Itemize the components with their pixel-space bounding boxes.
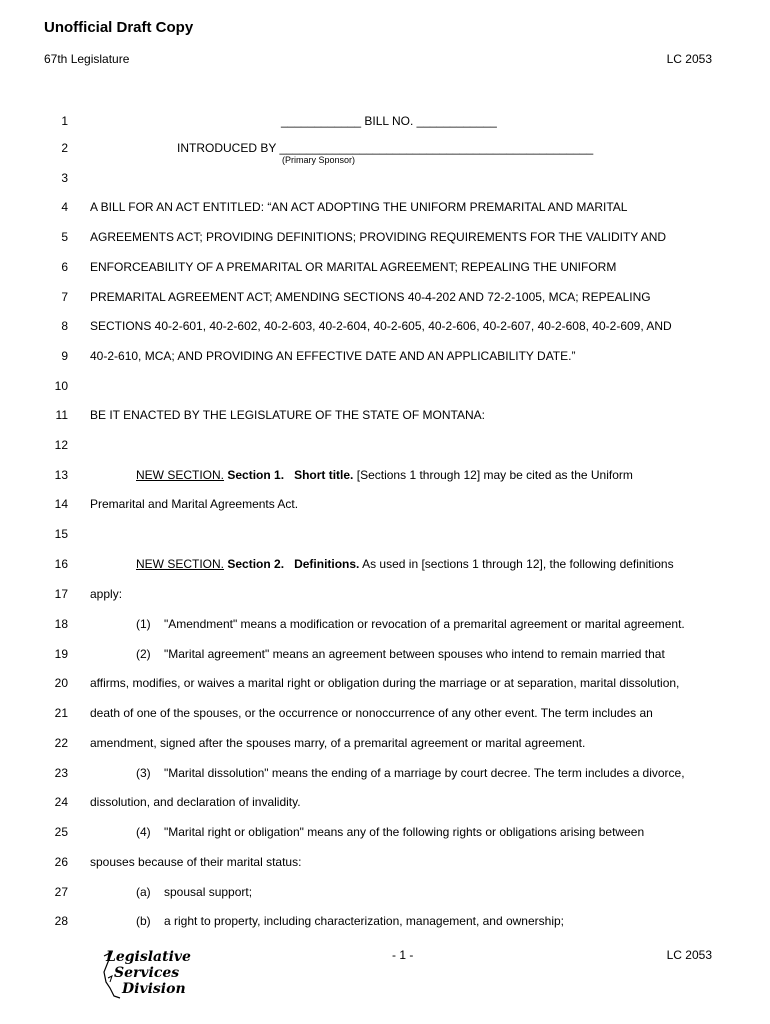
definition-3-number: (3) <box>136 766 151 780</box>
line-26: spouses because of their marital status: <box>90 855 302 869</box>
subitem-b-text: a right to property, including characterization, management, and ownership; <box>164 914 565 928</box>
line-number: 20 <box>54 676 68 690</box>
primary-sponsor-label: (Primary Sponsor) <box>282 155 356 165</box>
section-title: Short title. <box>294 468 354 482</box>
definition-3-text: "Marital dissolution" means the ending of a marriage by court decree. The term includes a divorce, <box>164 766 685 780</box>
subitem-a-text: spousal support; <box>164 885 253 899</box>
section-text: As used in [sections 1 through 12], the following definitions <box>362 557 674 571</box>
section-number: Section 2. <box>227 557 285 571</box>
logo-line-1: Legislative <box>106 949 191 965</box>
line-number: 22 <box>54 736 68 750</box>
subitem-a-number: (a) <box>136 885 151 899</box>
page-number: - 1 - <box>392 948 414 962</box>
line-number: 6 <box>61 260 68 274</box>
line-17: apply: <box>90 587 123 601</box>
definition-2-text: "Marital agreement" means an agreement between spouses who intend to remain married that <box>164 647 665 661</box>
line-number: 3 <box>61 171 68 185</box>
line-number: 21 <box>54 706 68 720</box>
line-21: death of one of the spouses, or the occurrence or nonoccurrence of any other event. The term includes an <box>90 706 653 720</box>
title-line-4: A BILL FOR AN ACT ENTITLED: “AN ACT ADOPTING THE UNIFORM PREMARITAL AND MARITAL <box>90 200 628 214</box>
line-number: 28 <box>54 914 68 928</box>
section-text: [Sections 1 through 12] may be cited as the Uniform <box>356 468 633 482</box>
bill-number-line: ____________ BILL NO. ____________ <box>281 114 497 128</box>
line-number: 25 <box>54 825 68 839</box>
line-14: Premarital and Marital Agreements Act. <box>90 497 299 511</box>
legislature-label: 67th Legislature <box>44 52 130 66</box>
legislative-services-logo <box>98 948 198 1004</box>
title-line-7: PREMARITAL AGREEMENT ACT; AMENDING SECTIONS 40-4-202 AND 72-2-1005, MCA; REPEALING <box>90 290 651 304</box>
section-title: Definitions. <box>294 557 360 571</box>
section-2-heading <box>136 557 674 571</box>
title-line-5: AGREEMENTS ACT; PROVIDING DEFINITIONS; PROVIDING REQUIREMENTS FOR THE VALIDITY AND <box>90 230 667 244</box>
line-number: 8 <box>61 319 68 333</box>
line-number: 19 <box>54 647 68 661</box>
definition-4-text: "Marital right or obligation" means any of the following rights or obligations arising between <box>164 825 645 839</box>
line-number: 12 <box>54 438 68 452</box>
new-section-label: NEW SECTION. <box>136 468 225 482</box>
definition-2-number: (2) <box>136 647 151 661</box>
line-number: 4 <box>61 200 68 214</box>
lc-number-header: LC 2053 <box>666 52 712 66</box>
line-number: 27 <box>54 885 68 899</box>
line-number: 23 <box>54 766 68 780</box>
line-number: 13 <box>54 468 68 482</box>
line-number: 18 <box>54 617 68 631</box>
subitem-b-number: (b) <box>136 914 151 928</box>
line-number: 11 <box>55 408 68 422</box>
section-number: Section 1. <box>227 468 285 482</box>
line-number: 7 <box>61 290 68 304</box>
definition-1-text: "Amendment" means a modification or revocation of a premarital agreement or marital agreement. <box>164 617 685 631</box>
line-number: 14 <box>54 497 68 511</box>
line-number: 15 <box>54 527 68 541</box>
line-number: 16 <box>54 557 68 571</box>
line-number: 24 <box>54 795 68 809</box>
logo-line-3: Division <box>122 981 186 997</box>
title-line-9: 40-2-610, MCA; AND PROVIDING AN EFFECTIVE DATE AND AN APPLICABILITY DATE.” <box>90 349 576 363</box>
line-22: amendment, signed after the spouses marry, of a premarital agreement or marital agreement. <box>90 736 586 750</box>
line-number: 2 <box>61 141 68 155</box>
definition-1-number: (1) <box>136 617 151 631</box>
title-line-8: SECTIONS 40-2-601, 40-2-602, 40-2-603, 40-2-604, 40-2-605, 40-2-606, 40-2-607, 40-2-608, 40-2-609, AND <box>90 319 672 333</box>
line-number: 1 <box>61 114 68 128</box>
logo-line-2: Services <box>114 965 180 981</box>
title-line-6: ENFORCEABILITY OF A PREMARITAL OR MARITAL AGREEMENT; REPEALING THE UNIFORM <box>90 260 617 274</box>
draft-title: Unofficial Draft Copy <box>44 19 194 36</box>
line-number: 10 <box>54 379 68 393</box>
lc-number-footer: LC 2053 <box>666 948 712 962</box>
section-1-heading <box>136 468 633 482</box>
definition-4-number: (4) <box>136 825 151 839</box>
line-number: 17 <box>54 587 68 601</box>
line-24: dissolution, and declaration of invalidity. <box>90 795 301 809</box>
new-section-label: NEW SECTION. <box>136 557 225 571</box>
enacting-clause: BE IT ENACTED BY THE LEGISLATURE OF THE STATE OF MONTANA: <box>90 408 485 422</box>
line-20: affirms, modifies, or waives a marital right or obligation during the marriage or at separation, marital dissolution, <box>90 676 680 690</box>
line-number: 5 <box>61 230 68 244</box>
line-number: 26 <box>54 855 68 869</box>
introduced-by-line: INTRODUCED BY _______________________________________________ <box>177 141 594 155</box>
line-number: 9 <box>61 349 68 363</box>
